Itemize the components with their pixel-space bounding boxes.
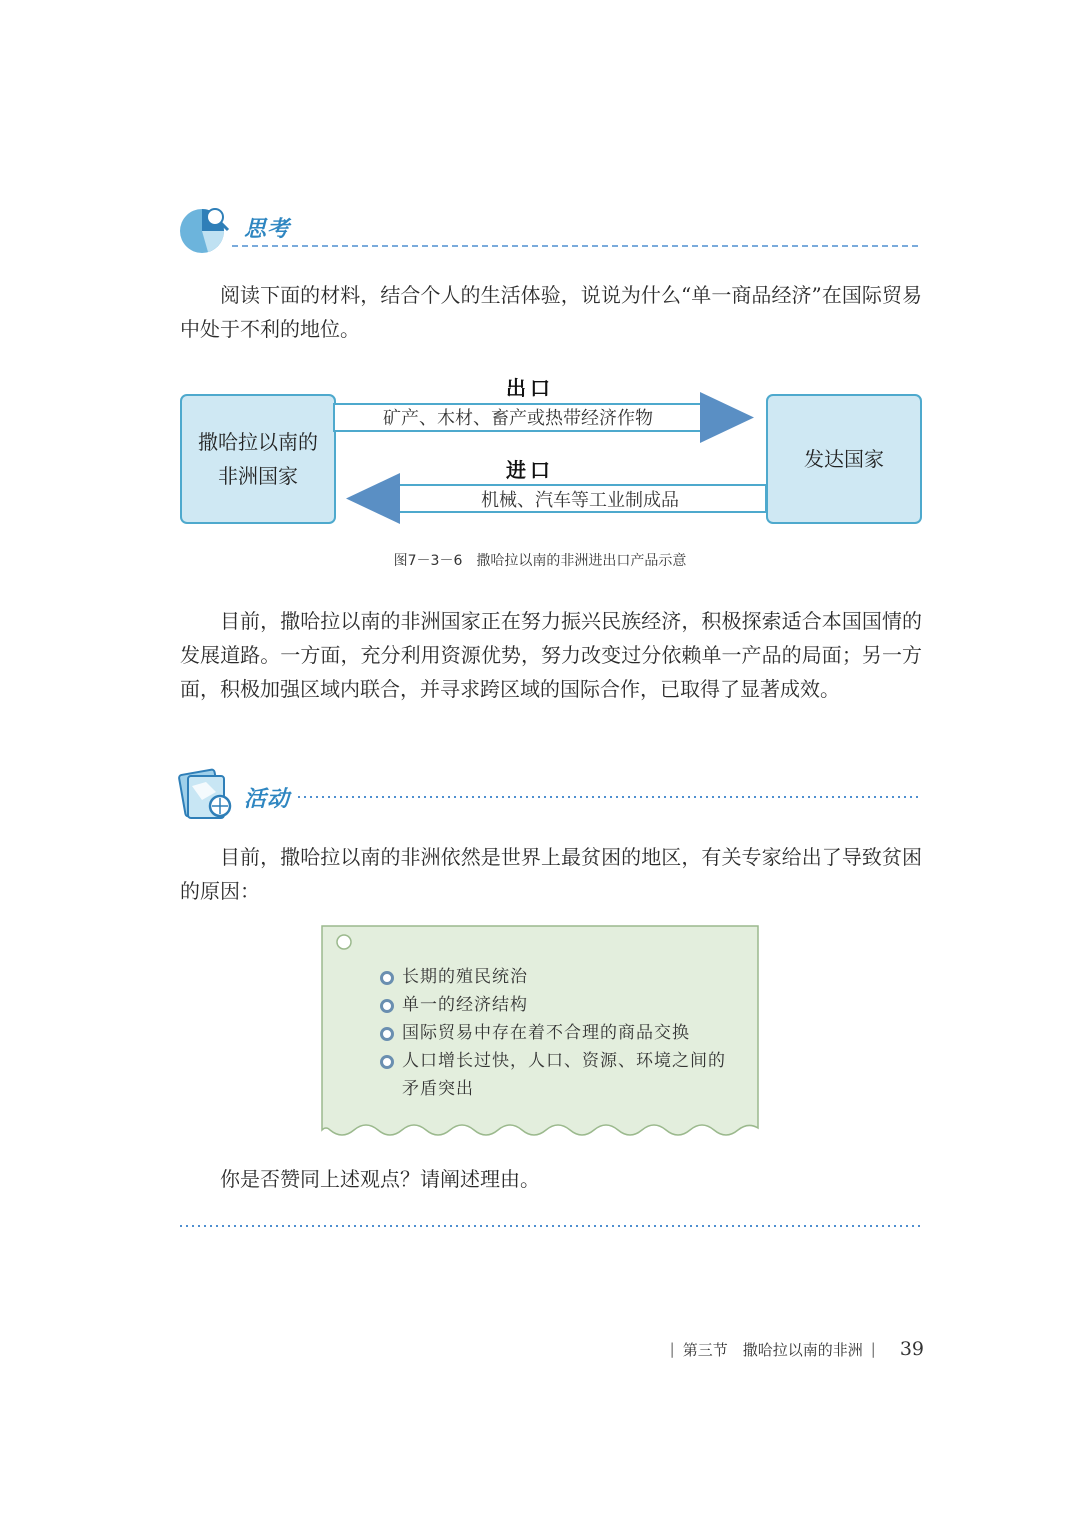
activity-divider xyxy=(298,795,922,799)
import-arrowhead xyxy=(346,473,400,524)
list-item: 国际贸易中存在着不合理的商品交换 xyxy=(380,1019,730,1047)
import-label: 进口 xyxy=(506,458,554,482)
africa-box-label: 撒哈拉以南的非洲国家 xyxy=(198,430,318,488)
think-prompt: 阅读下面的材料，结合个人的生活体验，说说为什么“单一商品经济”在国际贸易中处于不利的地位。 xyxy=(180,283,922,341)
bullet-icon xyxy=(380,999,394,1013)
import-items: 机械、汽车等工业制成品 xyxy=(481,490,679,511)
page-footer xyxy=(670,1338,924,1360)
export-arrowhead xyxy=(700,392,754,443)
footer-separator: | xyxy=(870,1340,876,1358)
list-item: 人口增长过快，人口、资源、环境之间的矛盾突出 xyxy=(380,1047,730,1103)
page-number: 39 xyxy=(899,1338,924,1360)
activity-title: 活动 xyxy=(244,787,291,812)
developed-box xyxy=(766,394,922,524)
pie-chart-icon xyxy=(178,203,234,255)
activity-intro: 目前，撒哈拉以南的非洲依然是世界上最贫困的地区，有关专家给出了导致贫困的原因： xyxy=(180,845,922,903)
body-paragraph: 目前，撒哈拉以南的非洲国家正在努力振兴民族经济，积极探索适合本国国情的发展道路。一方面，充分利用资源优势，努力改变过分依赖单一产品的局面；另一方面，积极加强区域内联合，并寻求跨区域的国际合作，已取得了显著成效。 xyxy=(180,609,922,701)
bullet-icon xyxy=(380,1055,394,1069)
bullet-icon xyxy=(380,971,394,985)
africa-box xyxy=(180,394,336,524)
think-title: 思考 xyxy=(244,217,291,242)
list-item: 长期的殖民统治 xyxy=(380,963,730,991)
footer-separator: | xyxy=(669,1340,675,1358)
pin-hole xyxy=(337,935,351,949)
map-compass-icon xyxy=(176,766,240,824)
activity-end-divider xyxy=(180,1224,922,1228)
footer-section: 第三节 撒哈拉以南的非洲 xyxy=(682,1340,863,1359)
bullet-icon xyxy=(380,1027,394,1041)
export-label: 出口 xyxy=(506,376,554,400)
list-item: 单一的经济结构 xyxy=(380,991,730,1019)
export-items: 矿产、木材、畜产或热带经济作物 xyxy=(383,408,653,429)
figure-caption: 图7－3－6 撒哈拉以南的非洲进出口产品示意 xyxy=(393,553,687,569)
developed-box-label: 发达国家 xyxy=(804,447,884,471)
think-divider xyxy=(232,244,920,248)
activity-question: 你是否赞同上述观点？请阐述理由。 xyxy=(220,1167,540,1191)
reasons-list xyxy=(380,963,730,1103)
